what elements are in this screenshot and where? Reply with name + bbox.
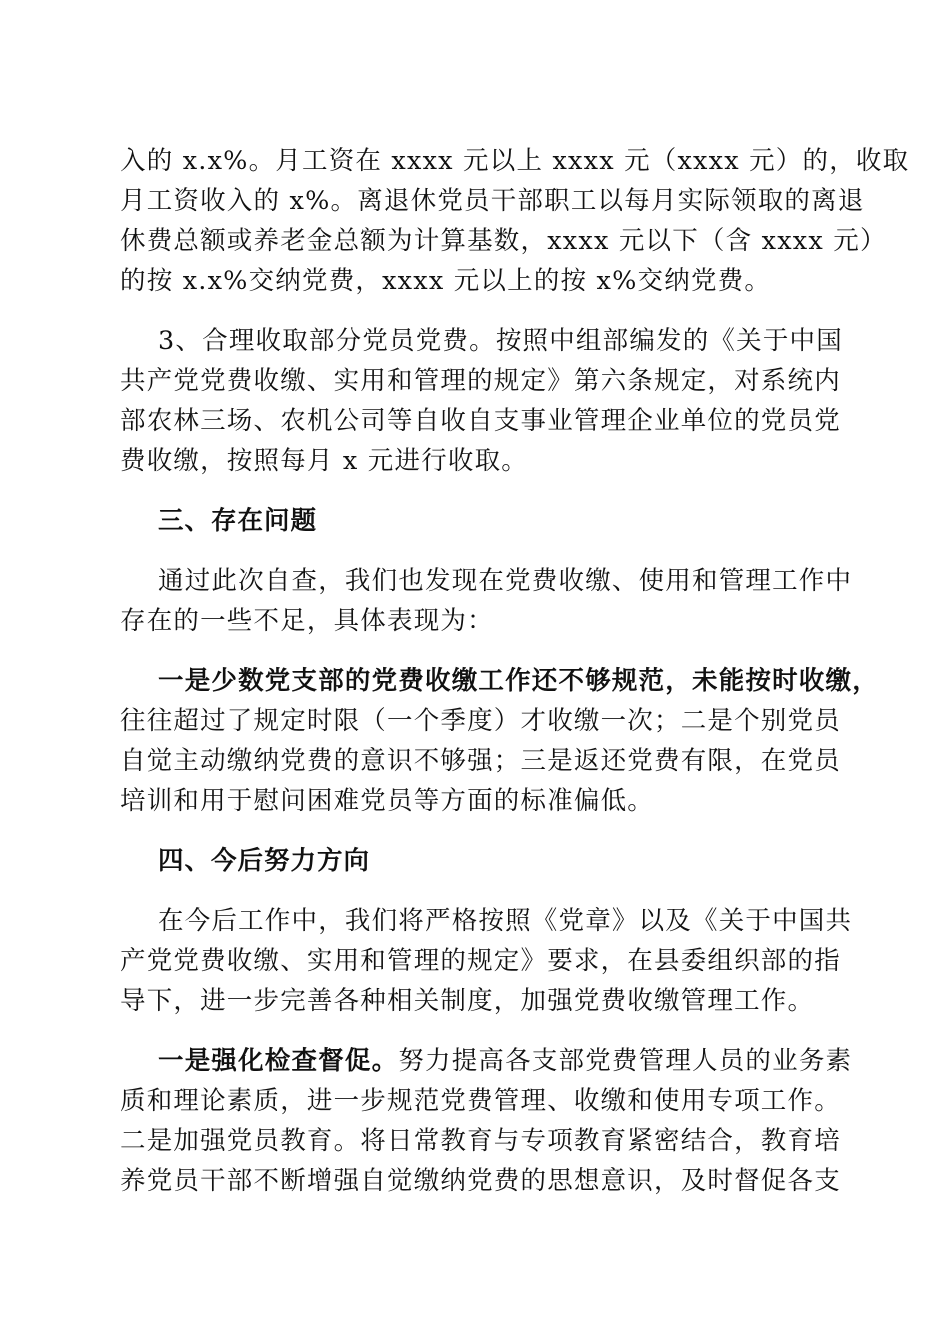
paragraph-line: 共产党党费收缴、实用和管理的规定》第六条规定，对系统内 (120, 366, 841, 396)
paragraph-line: 自觉主动缴纳党费的意识不够强；三是返还党费有限，在党员 (120, 746, 841, 776)
section-heading: 三、存在问题 (158, 506, 318, 536)
paragraph-line-mixed (158, 1043, 853, 1079)
paragraph-line: 往往超过了规定时限（一个季度）才收缴一次；二是个别党员 (120, 706, 841, 736)
paragraph-line: 培训和用于慰问困难党员等方面的标准偏低。 (120, 786, 655, 816)
paragraph-line: 产党党费收缴、实用和管理的规定》要求，在县委组织部的指 (120, 946, 841, 976)
paragraph-line: 质和理论素质，进一步规范党费管理、收缴和使用专项工作。 (120, 1086, 841, 1116)
paragraph-line: 休费总额或养老金总额为计算基数，xxxx 元以下（含 xxxx 元） (120, 226, 887, 256)
paragraph-line: 通过此次自查，我们也发现在党费收缴、使用和管理工作中 (158, 566, 853, 596)
paragraph-line-bold: 一是少数党支部的党费收缴工作还不够规范，未能按时收缴， (158, 666, 879, 696)
paragraph-line: 3、合理收取部分党员党费。按照中组部编发的《关于中国 (158, 326, 843, 356)
paragraph-line: 二是加强党员教育。将日常教育与专项教育紧密结合，教育培 (120, 1126, 841, 1156)
paragraph-line: 养党员干部不断增强自觉缴纳党费的思想意识，及时督促各支 (120, 1166, 841, 1196)
paragraph-line: 月工资收入的 x%。离退休党员干部职工以每月实际领取的离退 (120, 186, 865, 216)
paragraph-line: 导下，进一步完善各种相关制度，加强党费收缴管理工作。 (120, 986, 815, 1016)
paragraph-line: 费收缴，按照每月 x 元进行收取。 (120, 446, 528, 476)
paragraph-line: 部农林三场、农机公司等自收自支事业管理企业单位的党员党 (120, 406, 841, 436)
paragraph-run: 努力提高各支部党费管理人员的业务素 (398, 1046, 853, 1076)
section-heading: 四、今后努力方向 (158, 846, 371, 876)
paragraph-line: 入的 x.x%。月工资在 xxxx 元以上 xxxx 元（xxxx 元）的，收取 (120, 146, 910, 176)
paragraph-line: 的按 x.x%交纳党费，xxxx 元以上的按 x%交纳党费。 (120, 266, 772, 296)
paragraph-line: 存在的一些不足，具体表现为： (120, 606, 494, 636)
paragraph-line: 在今后工作中，我们将严格按照《党章》以及《关于中国共 (158, 906, 853, 936)
bold-lead: 一是强化检查督促。 (158, 1046, 399, 1076)
